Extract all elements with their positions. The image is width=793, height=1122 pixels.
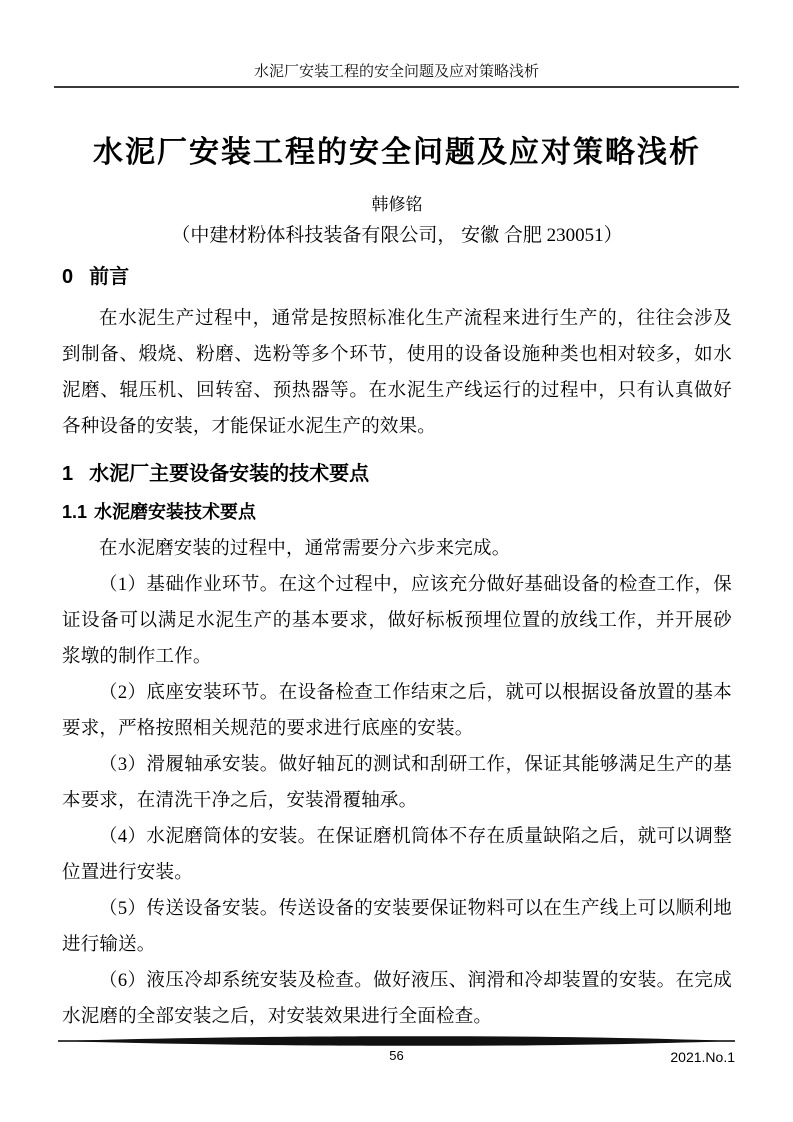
footer-divider-bar <box>58 1036 735 1046</box>
heading-number: 1.1 <box>62 502 88 522</box>
page-title: 水泥厂安装工程的安全问题及应对策略浅析 <box>93 136 701 169</box>
paragraph-step-6: （6）液压冷却系统安装及检查。做好液压、润滑和冷却装置的安装。在完成水泥磨的全部安装之后，对安装效果进行全面检查。 <box>62 971 732 1027</box>
header-rule <box>54 86 739 88</box>
paragraph-step-2: （2）底座安装环节。在设备检查工作结束之后，就可以根据设备放置的基本要求，严格按照相关规范的要求进行底座的安装。 <box>62 683 732 739</box>
author-name: 韩修铭 <box>371 195 423 214</box>
paragraph-preface: 在水泥生产过程中，通常是按照标准化生产流程来进行生产的，往往会涉及到制备、煅烧、粉磨、选粉等多个环节，使用的设备设施种类也相对较多，如水泥磨、辊压机、回转窑、预热器等。在水泥生产线运行的过程中，只有认真做好各种设备的安装，才能保证水泥生产的效果。 <box>62 309 732 437</box>
running-header <box>0 0 793 82</box>
heading-text: 前言 <box>89 266 130 288</box>
paragraph-step-3: （3）滑履轴承安装。做好轴瓦的测试和刮研工作，保证其能够满足生产的基本要求，在清洗干净之后，安装滑覆轴承。 <box>62 755 732 811</box>
paragraph-step-1: （1）基础作业环节。在这个过程中，应该充分做好基础设备的检查工作，保证设备可以满足水泥生产的基本要求，做好标板预埋位置的放线工作，并开展砂浆墩的制作工作。 <box>62 575 732 667</box>
footer-text-row <box>58 1047 735 1065</box>
paragraph-step-5: （5）传送设备安装。传送设备的安装要保证物料可以在生产线上可以顺利地进行输送。 <box>62 899 732 955</box>
heading-number: 1 <box>62 463 74 485</box>
article-body <box>62 133 732 1035</box>
author-affiliation: （中建材粉体科技装备有限公司， 安徽 合肥 230051） <box>171 225 623 246</box>
page-footer <box>58 1036 735 1065</box>
heading-section-1-1 <box>62 500 732 525</box>
paragraph-step-4: （4）水泥磨筒体的安装。在保证磨机筒体不存在质量缺陷之后，就可以调整位置进行安装。 <box>62 827 732 883</box>
heading-text: 水泥厂主要设备安装的技术要点 <box>89 463 370 485</box>
page-number: 56 <box>389 1048 404 1063</box>
heading-section-1 <box>62 461 732 488</box>
issue-label: 2021.No.1 <box>670 1049 735 1065</box>
heading-preface <box>62 264 732 291</box>
heading-text: 水泥磨安装技术要点 <box>94 502 257 522</box>
paragraph-intro: 在水泥磨安装的过程中，通常需要分六步来完成。 <box>99 539 511 559</box>
running-header-title: 水泥厂安装工程的安全问题及应对策略浅析 <box>253 64 539 80</box>
heading-number: 0 <box>62 266 74 288</box>
